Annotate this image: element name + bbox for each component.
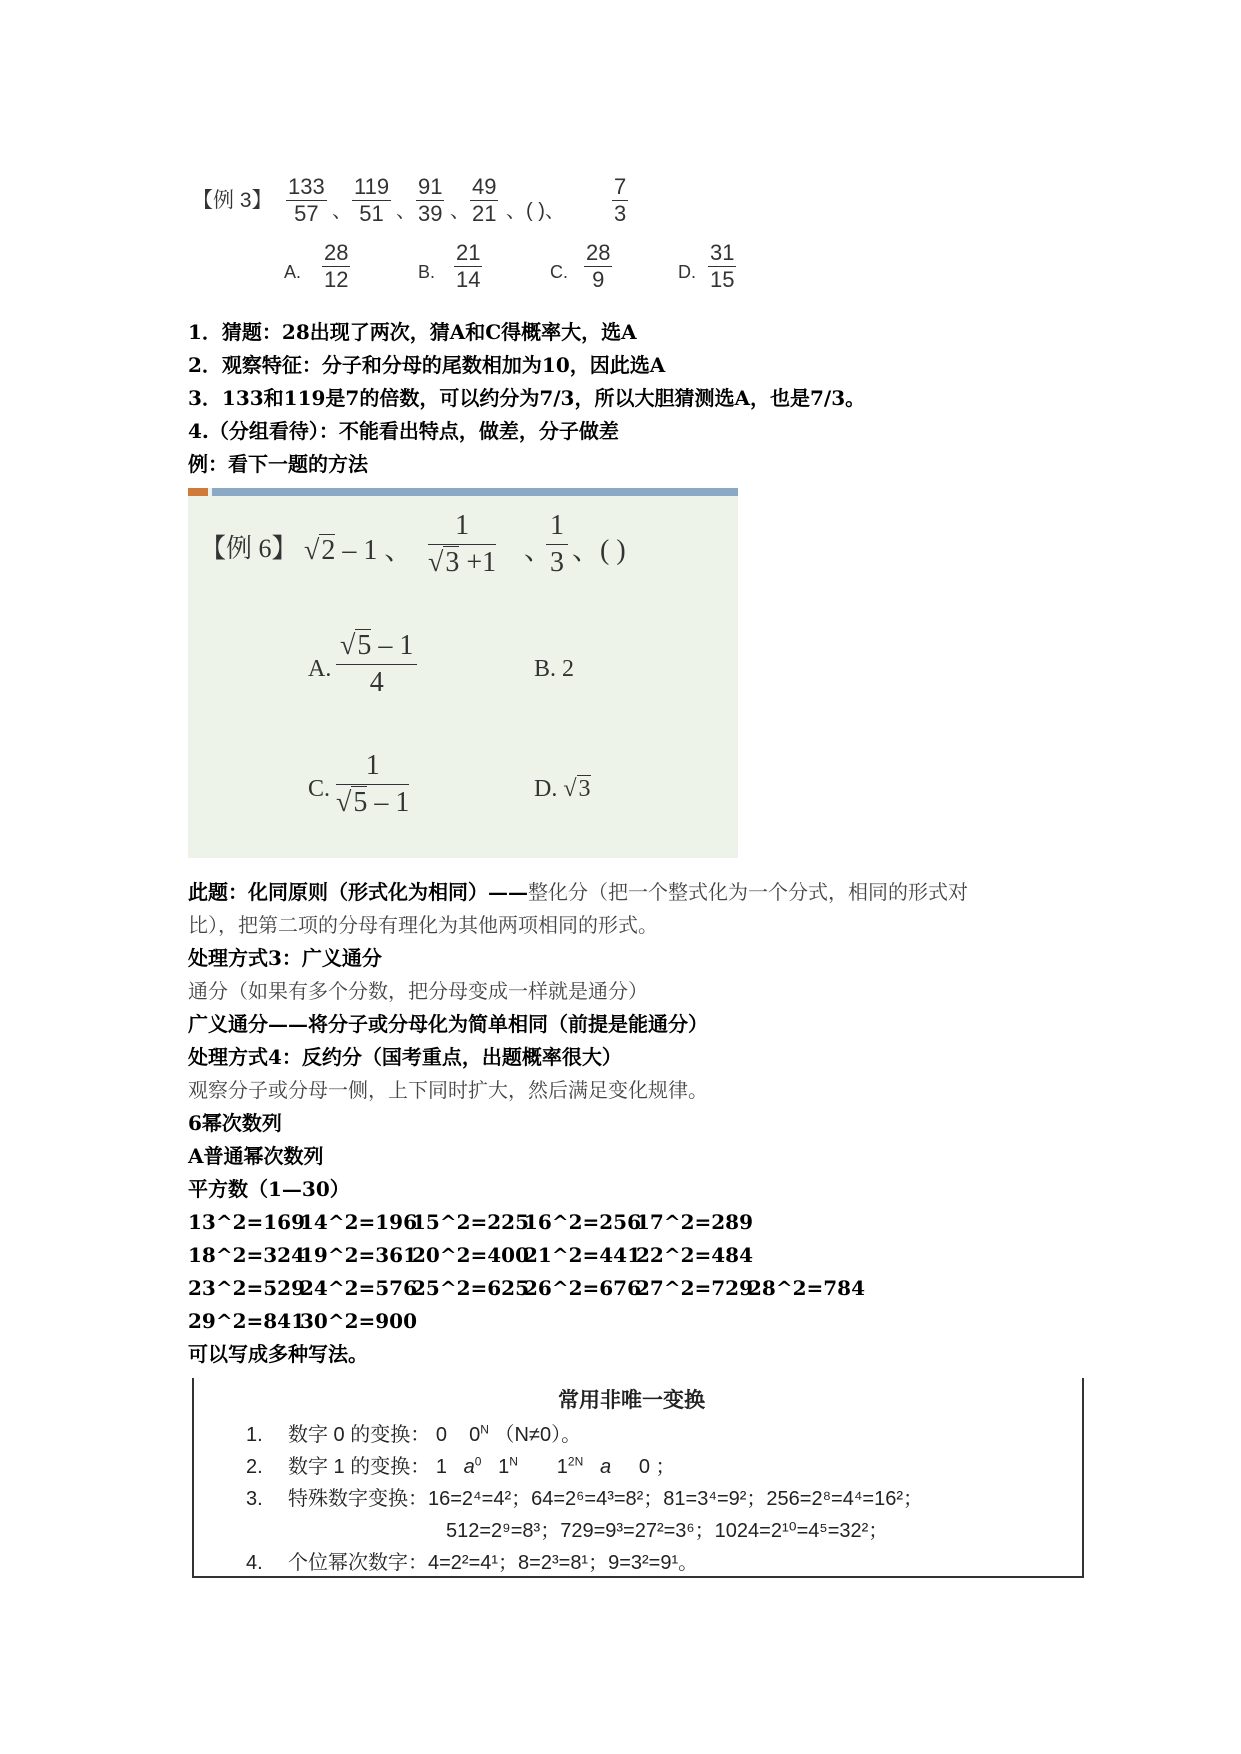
separator: 、 [450,200,470,222]
table-row: 2. 数字 1 的变换： 1 $a^0$ $1^N$ $1^{2N}$ a 0 ； [246,1454,676,1478]
option-b: B. 2 [534,656,575,682]
option-label: D. [678,262,696,282]
example-label: 【例 3】 [192,189,273,212]
table-row: 3. 特殊数字变换：16=2⁴=4²；64=2⁶=4³=8²；81=3⁴=9²；256=2⁸=4⁴=16²； [246,1488,924,1510]
section-heading: A普通幂次数列 [188,1144,324,1168]
transform-table [192,1378,1084,1578]
table-row: 4. 个位幂次数字：4=2²=4¹；8=2³=8¹；9=3²=9¹。 [246,1552,699,1574]
text-line: 处理方式4：反约分（国考重点，出题概率很大） [188,1045,622,1069]
blank-answer: 、( ) [572,535,626,566]
text-line: 处理方式3：广义通分 [188,946,382,970]
option-label: C. [308,776,331,802]
decor-bar [212,488,738,496]
fraction: 1 3 [546,508,568,581]
fraction: 119 51 [354,174,390,226]
text-line: 观察分子或分母一侧，上下同时扩大，然后满足变化规律。 [188,1078,708,1102]
option-fraction: 21 14 [456,240,481,292]
text-line: 2．观察特征：分子和分母的尾数相加为10，因此选A [188,353,666,377]
example-label: 【例 6】 [200,534,298,563]
table-title: 常用非唯一变换 [558,1389,705,1412]
fraction: 49 21 [472,174,497,226]
squares-row: 18^2=32419^2=36120^2=40021^2=44122^2=484 [188,1243,754,1267]
separator: 、 [524,535,553,566]
option-label: C. [550,262,568,282]
table-row-continued: 512=2⁹=8³；729=9³=27²=3⁶；1024=2¹⁰=4⁵=32²； [446,1520,889,1542]
squares-row: 23^2=52924^2=57625^2=62526^2=67627^2=72928^2=784 [188,1276,866,1300]
option-fraction: 28 12 [324,240,349,292]
example-6-figure [188,488,738,858]
text-line: 3．133和119是7的倍数，可以约分为7/3，所以大胆猜测选A，也是7/3。 [188,386,866,410]
fraction: 91 39 [418,174,443,226]
fraction: 1 √3 +1 [428,510,497,578]
text-line: 1．猜题：28出现了两次，猜A和C得概率大，选A [188,320,637,344]
sequence-term: √2 – 1 、 [304,535,413,566]
option-label: A. [284,262,302,282]
text-line: 广义通分——将分子或分母化为简单相同（前提是能通分） [188,1012,708,1036]
fraction: 7 3 [614,174,627,226]
text-line: 通分（如果有多个分数，把分母变成一样就是通分） [188,979,648,1003]
squares-row: 13^2=16914^2=19615^2=22516^2=25617^2=289 [188,1210,754,1234]
option-fraction: 28 9 [586,240,611,292]
paragraph-line: 此题：化同原则（形式化为相同）——整化分（把一个整式化为一个分式，相同的形式对 [188,880,968,904]
blank-answer: 、( )、 [506,200,565,222]
decor-bar [188,488,208,496]
squares-row: 29^2=84130^2=900 [188,1309,418,1333]
text-line: 4.（分组看待）：不能看出特点，做差，分子做差 [188,419,619,443]
option-fraction: √5 – 1 4 [336,628,417,701]
option-fraction: 1 √5 – 1 [336,750,410,818]
option-d: D. √3 [534,776,591,802]
separator: 、 [396,200,416,222]
table-row: 1. 数字 0 的变换： 0 $0^N$ （N≠0）。 [246,1422,582,1446]
example-3-figure [192,150,752,300]
text-line: 例：看下一题的方法 [188,452,368,476]
separator: 、 [332,200,352,222]
option-label: A. [308,656,332,682]
section-heading: 6幂次数列 [188,1111,282,1135]
option-label: B. [418,262,436,282]
option-fraction: 31 15 [710,240,735,292]
section-heading: 平方数（1—30） [188,1177,350,1201]
text-line: 可以写成多种写法。 [188,1342,368,1366]
fraction: 133 57 [288,174,325,226]
paragraph-line: 比），把第二项的分母有理化为其他两项相同的形式。 [188,913,658,937]
